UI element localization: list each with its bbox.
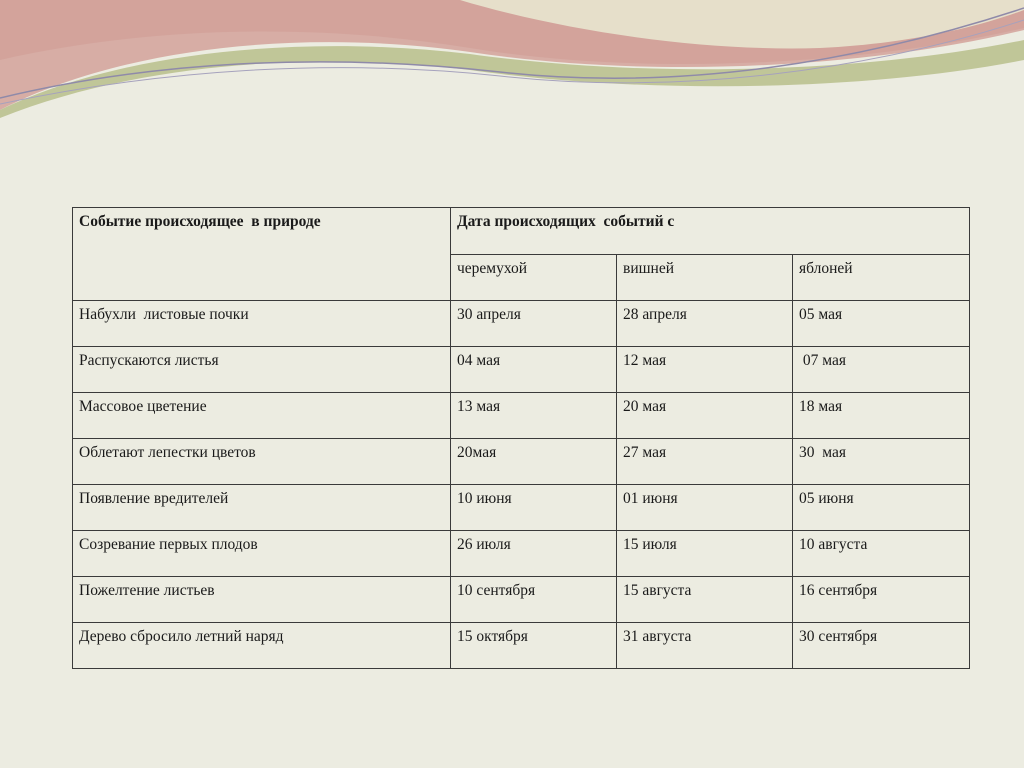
date-cell: 16 сентября	[793, 577, 970, 623]
event-cell: Набухли листовые почки	[73, 301, 451, 347]
date-cell: 10 августа	[793, 531, 970, 577]
date-cell: 12 мая	[617, 347, 793, 393]
date-cell: 15 июля	[617, 531, 793, 577]
date-cell: 15 августа	[617, 577, 793, 623]
table-row	[73, 439, 970, 485]
date-cell: 28 апреля	[617, 301, 793, 347]
date-cell: 30 мая	[793, 439, 970, 485]
date-cell: 18 мая	[793, 393, 970, 439]
date-cell: 20мая	[451, 439, 617, 485]
table-row	[73, 623, 970, 669]
event-cell: Появление вредителей	[73, 485, 451, 531]
date-cell: 05 мая	[793, 301, 970, 347]
date-cell: 07 мая	[793, 347, 970, 393]
event-cell: Созревание первых плодов	[73, 531, 451, 577]
date-cell: 10 июня	[451, 485, 617, 531]
decorative-swoosh-header	[0, 0, 1024, 130]
table-row	[73, 531, 970, 577]
event-cell: Распускаются листья	[73, 347, 451, 393]
date-cell: 13 мая	[451, 393, 617, 439]
subheader-cell: яблоней	[793, 254, 970, 301]
date-cell: 20 мая	[617, 393, 793, 439]
date-cell: 01 июня	[617, 485, 793, 531]
event-cell: Дерево сбросило летний наряд	[73, 623, 451, 669]
subheader-cell: вишней	[617, 254, 793, 301]
date-cell: 15 октября	[451, 623, 617, 669]
date-cell: 27 мая	[617, 439, 793, 485]
date-cell: 30 сентября	[793, 623, 970, 669]
phenology-table	[72, 207, 970, 669]
header-event: Событие происходящее в природе	[73, 208, 451, 301]
table-row	[73, 577, 970, 623]
table-header-row	[73, 208, 970, 255]
table-row	[73, 393, 970, 439]
event-cell: Массовое цветение	[73, 393, 451, 439]
date-cell: 31 августа	[617, 623, 793, 669]
event-cell: Облетают лепестки цветов	[73, 439, 451, 485]
event-cell: Пожелтение листьев	[73, 577, 451, 623]
date-cell: 05 июня	[793, 485, 970, 531]
table-row	[73, 485, 970, 531]
table-row	[73, 347, 970, 393]
subheader-cell: черемухой	[451, 254, 617, 301]
header-date: Дата происходящих событий с	[451, 208, 970, 255]
date-cell: 30 апреля	[451, 301, 617, 347]
date-cell: 10 сентября	[451, 577, 617, 623]
table-row	[73, 301, 970, 347]
date-cell: 04 мая	[451, 347, 617, 393]
date-cell: 26 июля	[451, 531, 617, 577]
